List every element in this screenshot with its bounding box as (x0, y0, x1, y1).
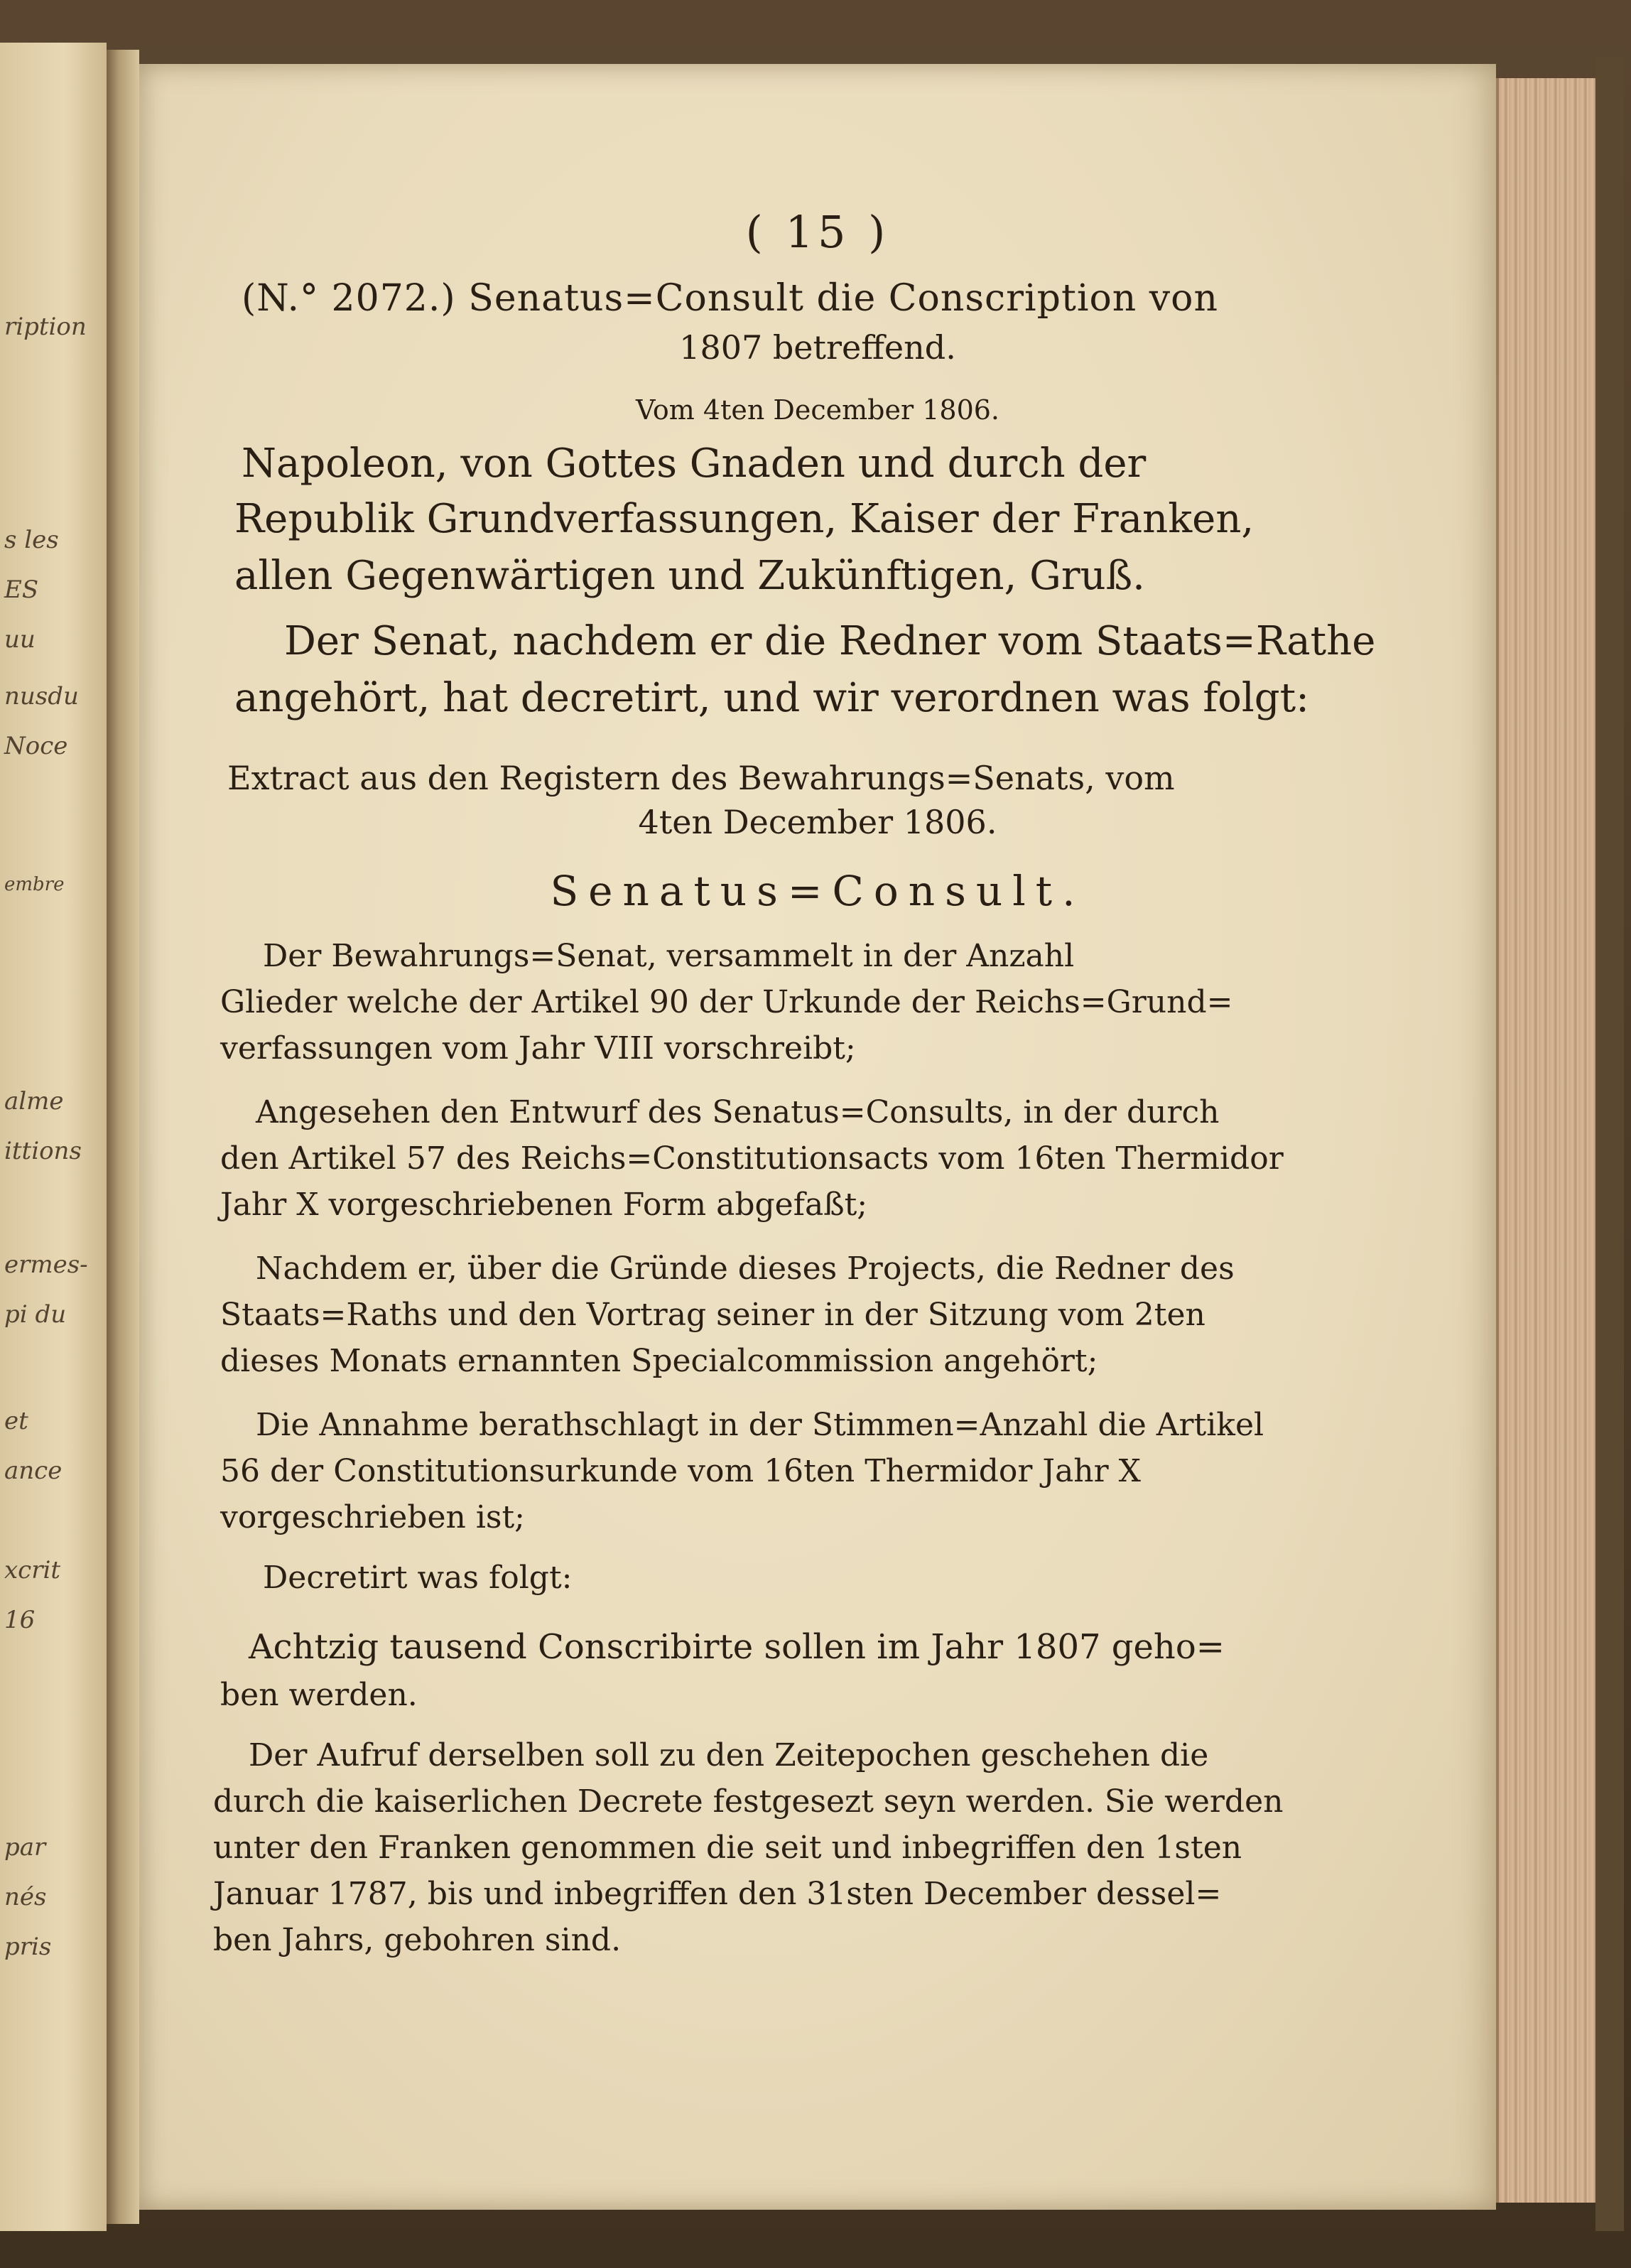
dateline: Vom 4ten December 1806. (635, 394, 1000, 426)
intro-line: allen Gegenwärtigen und Zukünftigen, Gruß. (234, 553, 1145, 599)
facing-fragment: pris (4, 1933, 52, 1961)
body-line: Januar 1787, bis und inbegriffen den 31sten December dessel= (213, 1876, 1222, 1912)
book-cover-edge (1595, 57, 1624, 2231)
facing-fragment: s les (4, 526, 59, 554)
section-title: Senatus=Consult. (550, 867, 1085, 915)
intro-line: Republik Grundverfassungen, Kaiser der Franken, (234, 496, 1255, 542)
facing-fragment: ermes- (4, 1251, 88, 1279)
body-line: dieses Monats ernannten Specialcommission angehört; (220, 1343, 1098, 1379)
body-line: Angesehen den Entwurf des Senatus=Consults, in der durch (256, 1094, 1220, 1130)
body-line: vorgeschrieben ist; (220, 1499, 525, 1535)
body-line: Die Annahme berathschlagt in der Stimmen=Anzahl die Artikel (256, 1407, 1264, 1443)
book-gutter (107, 50, 139, 2224)
body-line: Der Aufruf derselben soll zu den Zeitepochen geschehen die (249, 1737, 1209, 1773)
body-line: ben Jahrs, gebohren sind. (213, 1922, 622, 1958)
body-line: den Artikel 57 des Reichs=Constitutionsacts vom 16ten Thermidor (220, 1140, 1284, 1177)
body-line: Glieder welche der Artikel 90 der Urkunde der Reichs=Grund= (220, 984, 1233, 1020)
body-line: Staats=Raths und den Vortrag seiner in der Sitzung vom 2ten (220, 1297, 1205, 1333)
facing-fragment: pi du (4, 1300, 67, 1329)
facing-page-left (0, 43, 107, 2231)
body-line: verfassungen vom Jahr VIII vorschreibt; (220, 1030, 856, 1066)
facing-fragment: et (4, 1407, 28, 1435)
facing-fragment: ittions (4, 1137, 82, 1165)
facing-fragment: nusdu (4, 682, 79, 711)
body-line: durch die kaiserlichen Decrete festgesezt seyn werden. Sie werden (213, 1783, 1284, 1820)
body-line: Jahr X vorgeschriebenen Form abgefaßt; (220, 1187, 868, 1223)
extract-line: 4ten December 1806. (638, 803, 997, 841)
body-line: Nachdem er, über die Gründe dieses Projects, die Redner des (256, 1251, 1235, 1287)
body-line: 56 der Constitutionsurkunde vom 16ten Thermidor Jahr X (220, 1453, 1141, 1489)
facing-fragment: nés (4, 1883, 47, 1911)
facing-fragment: embre (4, 874, 65, 895)
intro-line: Der Senat, nachdem er die Redner vom Staats=Rathe (284, 618, 1376, 664)
intro-line: Napoleon, von Gottes Gnaden und durch der (242, 441, 1147, 487)
facing-fragment: ES (4, 576, 39, 604)
intro-line: angehört, hat decretirt, und wir verordnen was folgt: (234, 675, 1309, 721)
facing-fragment: ription (4, 313, 87, 341)
extract-line: Extract aus den Registern des Bewahrungs=Senats, vom (227, 759, 1175, 797)
document-heading-continued: 1807 betreffend. (679, 328, 956, 367)
page-number: ( 15 ) (745, 206, 890, 258)
body-line: Decretirt was folgt: (263, 1560, 573, 1596)
facing-fragment: Noce (4, 732, 68, 760)
facing-fragment: par (4, 1833, 46, 1862)
body-line: Achtzig tausend Conscribirte sollen im Jahr 1807 geho= (249, 1627, 1225, 1667)
facing-fragment: xcrit (4, 1556, 61, 1584)
facing-fragment: ance (4, 1457, 63, 1485)
page-edges (1496, 78, 1598, 2203)
document-heading: (N.° 2072.) Senatus=Consult die Conscription von (242, 277, 1218, 320)
body-line: unter den Franken genommen die seit und inbegriffen den 1sten (213, 1830, 1242, 1866)
facing-fragment: alme (4, 1087, 64, 1116)
body-line: ben werden. (220, 1677, 418, 1713)
body-line: Der Bewahrungs=Senat, versammelt in der Anzahl (263, 938, 1075, 974)
facing-fragment: 16 (4, 1606, 36, 1634)
facing-fragment: uu (4, 625, 36, 654)
